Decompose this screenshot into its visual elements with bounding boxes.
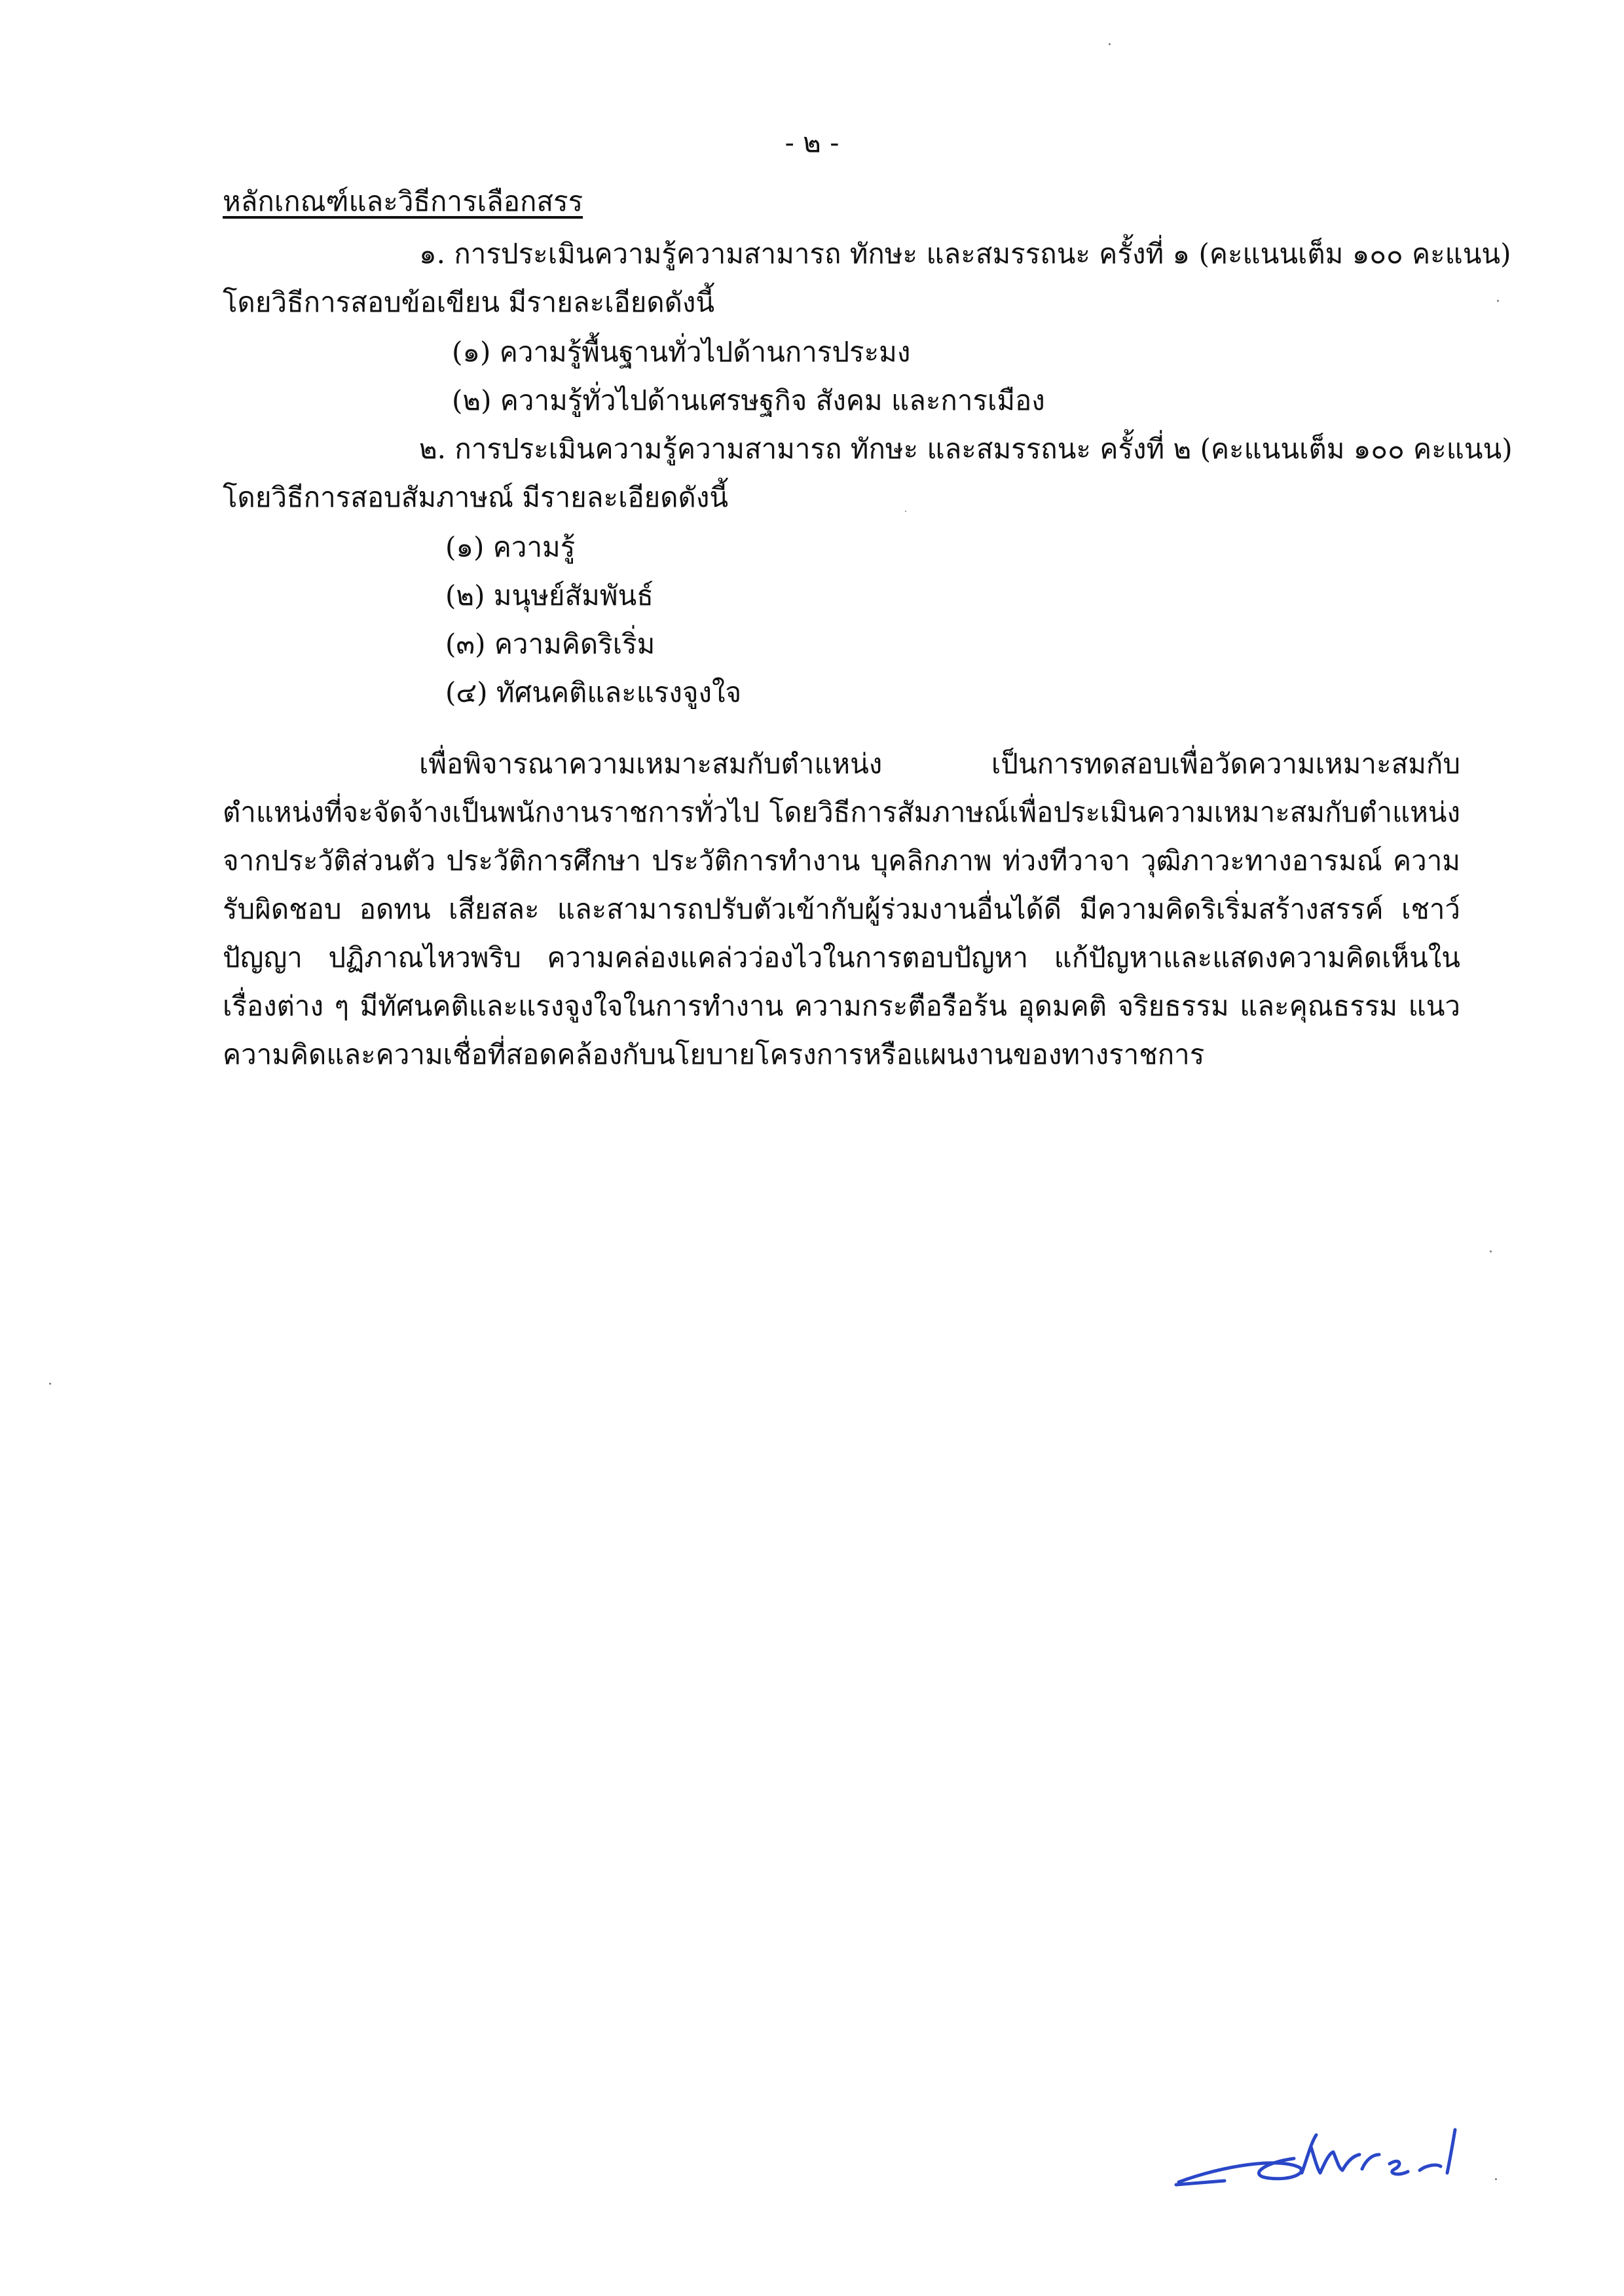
criteria-1-heading: ๑. การประเมินความรู้ความสามารถ ทักษะ และสมรรถนะ ครั้งที่ ๑ (คะแนนเต็ม ๑๐๐ คะแนน)	[419, 238, 1511, 270]
criteria-2-item-2: (๒) มนุษย์สัมพันธ์	[445, 579, 654, 611]
criteria-2-item-4: (๔) ทัศนคติและแรงจูงใจ	[445, 676, 742, 708]
criteria-2-heading: ๒. การประเมินความรู้ความสามารถ ทักษะ และสมรรถนะ ครั้งที่ ๒ (คะแนนเต็ม ๑๐๐ คะแนน)	[419, 433, 1513, 465]
page-number: - ๒ -	[784, 126, 840, 158]
criteria-2-method: โดยวิธีการสอบสัมภาษณ์ มีรายละเอียดดังนี้	[223, 481, 729, 513]
criteria-1-item-2: (๒) ความรู้ทั่วไปด้านเศรษฐกิจ สังคม และการเมือง	[452, 384, 1045, 416]
selection-paragraph: เพื่อพิจารณาความเหมาะสมกับตำแหน่ง เป็นการทดสอบเพื่อวัดความเหมาะสมกับตำแหน่งที่จะจัดจ้างเป็นพนักงานราชการทั่วไป โดยวิธีการสัมภาษณ์เพื่อประเมินความเหมาะสมกับตำแหน่งจากประวัติส่วนตัว ประวัติการศึกษา ประวัติการทำงาน บุคลิกภาพ ท่วงทีวาจา วุฒิภาวะทางอารมณ์ ความรับผิดชอบ อดทน เสียสละ และสามารถปรับตัวเข้ากับผู้ร่วมงานอื่นได้ดี มีความคิดริเริ่มสร้างสรรค์ เชาว์ปัญญา ปฏิภาณไหวพริบ ความคล่องแคล่วว่องไวในการตอบปัญหา แก้ปัญหาและแสดงความคิดเห็นในเรื่องต่าง ๆ มีทัศนคติและแรงจูงใจในการทำงาน ความกระตือรือร้น อุดมคติ จริยธรรม และคุณธรรม แนวความคิดและความเชื่อที่สอดคล้องกับนโยบายโครงการหรือแผนงานของทางราชการ	[223, 748, 1460, 1070]
criteria-2-item-3: (๓) ความคิดริเริ่ม	[445, 628, 655, 660]
criteria-2-item-1: (๑) ความรู้	[445, 531, 576, 563]
section-heading: หลักเกณฑ์และวิธีการเลือกสรร	[223, 185, 583, 217]
signature-stroke	[1176, 2130, 1455, 2185]
criteria-1-method: โดยวิธีการสอบข้อเขียน มีรายละเอียดดังนี้	[223, 286, 715, 318]
signature	[1166, 2105, 1480, 2203]
criteria-1-item-1: (๑) ความรู้พื้นฐานทั่วไปด้านการประมง	[452, 336, 911, 368]
